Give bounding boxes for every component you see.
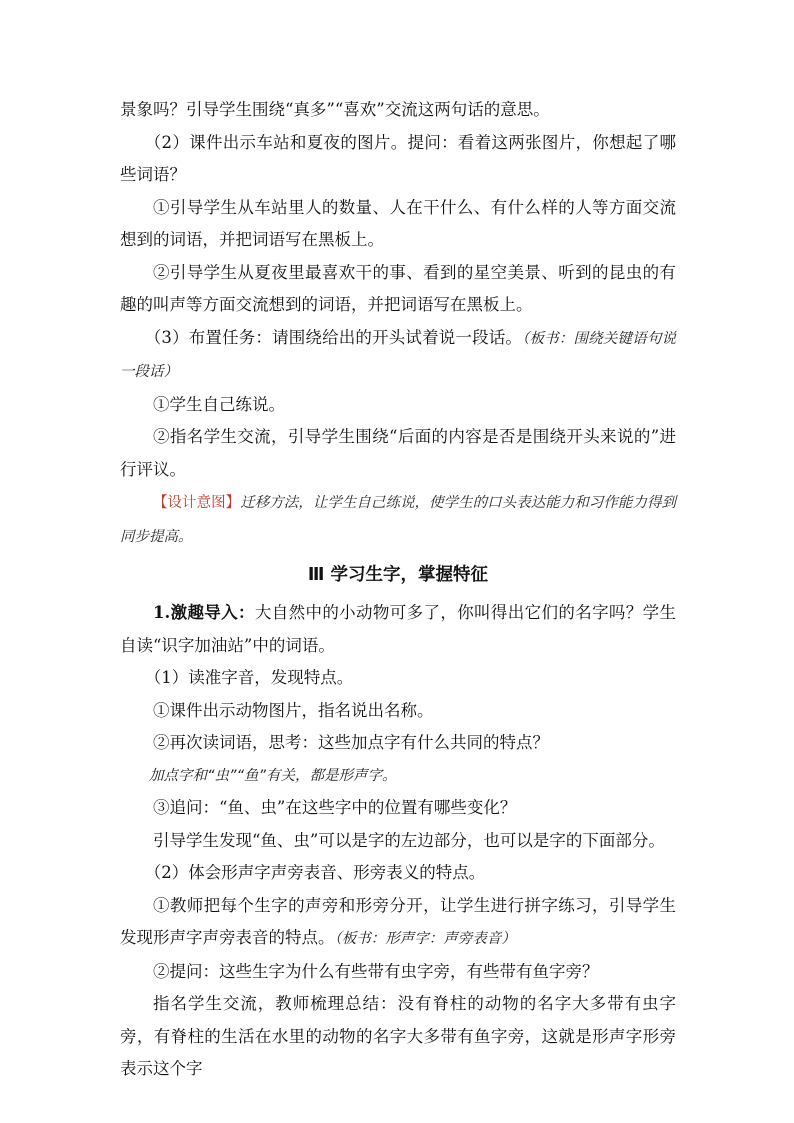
paragraph: ②指名学生交流，引导学生围绕“后面的内容是否是围绕开头来说的”进行评议。 [120, 427, 676, 479]
paragraph: 指名学生交流，教师梳理总结：没有脊柱的动物的名字大多带有虫字旁，有脊柱的生活在水里的动物的名字大多带有鱼字旁，这就是形声字形旁表示这个字 [120, 994, 676, 1078]
paragraph: ①课件出示动物图片，指名说出名称。 [153, 700, 434, 720]
answer-note: 加点字和“虫”“鱼”有关，都是形声字。 [149, 767, 397, 784]
paragraph: ①引导学生从车站里人的数量、人在干什么、有什么样的人等方面交流想到的词语，并把词语写在黑板上。 [120, 197, 676, 249]
paragraph: （1）读准字音，发现特点。 [144, 668, 354, 687]
paragraph: ②提问：这些生字为什么有些带有虫字旁，有些带有鱼字旁？ [153, 961, 599, 981]
paragraph-text: （3）布置任务：请围绕给出的开头试着说一段话。 [144, 327, 523, 347]
paragraph: ②引导学生从夏夜里最喜欢干的事、看到的星空美景、听到的昆虫的有趣的叫声等方面交流想到的词语，并把词语写在黑板上。 [120, 262, 676, 314]
board-note: （板书：形声字：声旁表音） [334, 931, 516, 947]
paragraph [120, 322, 676, 389]
paragraph: （2）体会形声字声旁表音、形旁表义的特点。 [144, 863, 486, 882]
paragraph: ③追问：“鱼、虫”在这些字中的位置有哪些变化？ [153, 798, 517, 817]
design-intent-text: 迁移方法，让学生自己练说，使学生的口头表达能力和习作能力得到同步提高。 [120, 495, 676, 545]
paragraph [120, 890, 676, 956]
design-intent [120, 486, 676, 553]
paragraph-lead: 1.激趣导入： [153, 603, 255, 622]
paragraph: ②再次读词语，思考：这些加点字有什么共同的特点？ [153, 733, 549, 752]
section-title: Ⅲ 学习生字，掌握特征 [307, 565, 489, 585]
board-note: （板书：围绕关键语句说一段话） [120, 330, 677, 380]
paragraph: ①学生自己练说。 [153, 394, 285, 414]
paragraph: （2）课件出示车站和夏夜的图片。提问：看着这两张图片，你想起了哪些词语？ [120, 132, 676, 184]
paragraph: 景象吗？引导学生围绕“真多”“喜欢”交流这两句话的意思。 [120, 100, 550, 119]
paragraph: 引导学生发现“鱼、虫”可以是字的左边部分，也可以是字的下面部分。 [153, 830, 665, 850]
design-intent-tag: 【设计意图】 [153, 495, 241, 511]
paragraph-text: 大自然中的小动物可多了，你叫得出它们的名字吗？学生自读“识字加油站”中的词语。 [120, 603, 677, 655]
paragraph-text: ①教师把每个生字的声旁和形旁分开，让学生进行拼字练习，引导学生发现形声字声旁表音的特点。 [120, 895, 676, 947]
paragraph [120, 597, 676, 662]
document-page [120, 94, 676, 1086]
